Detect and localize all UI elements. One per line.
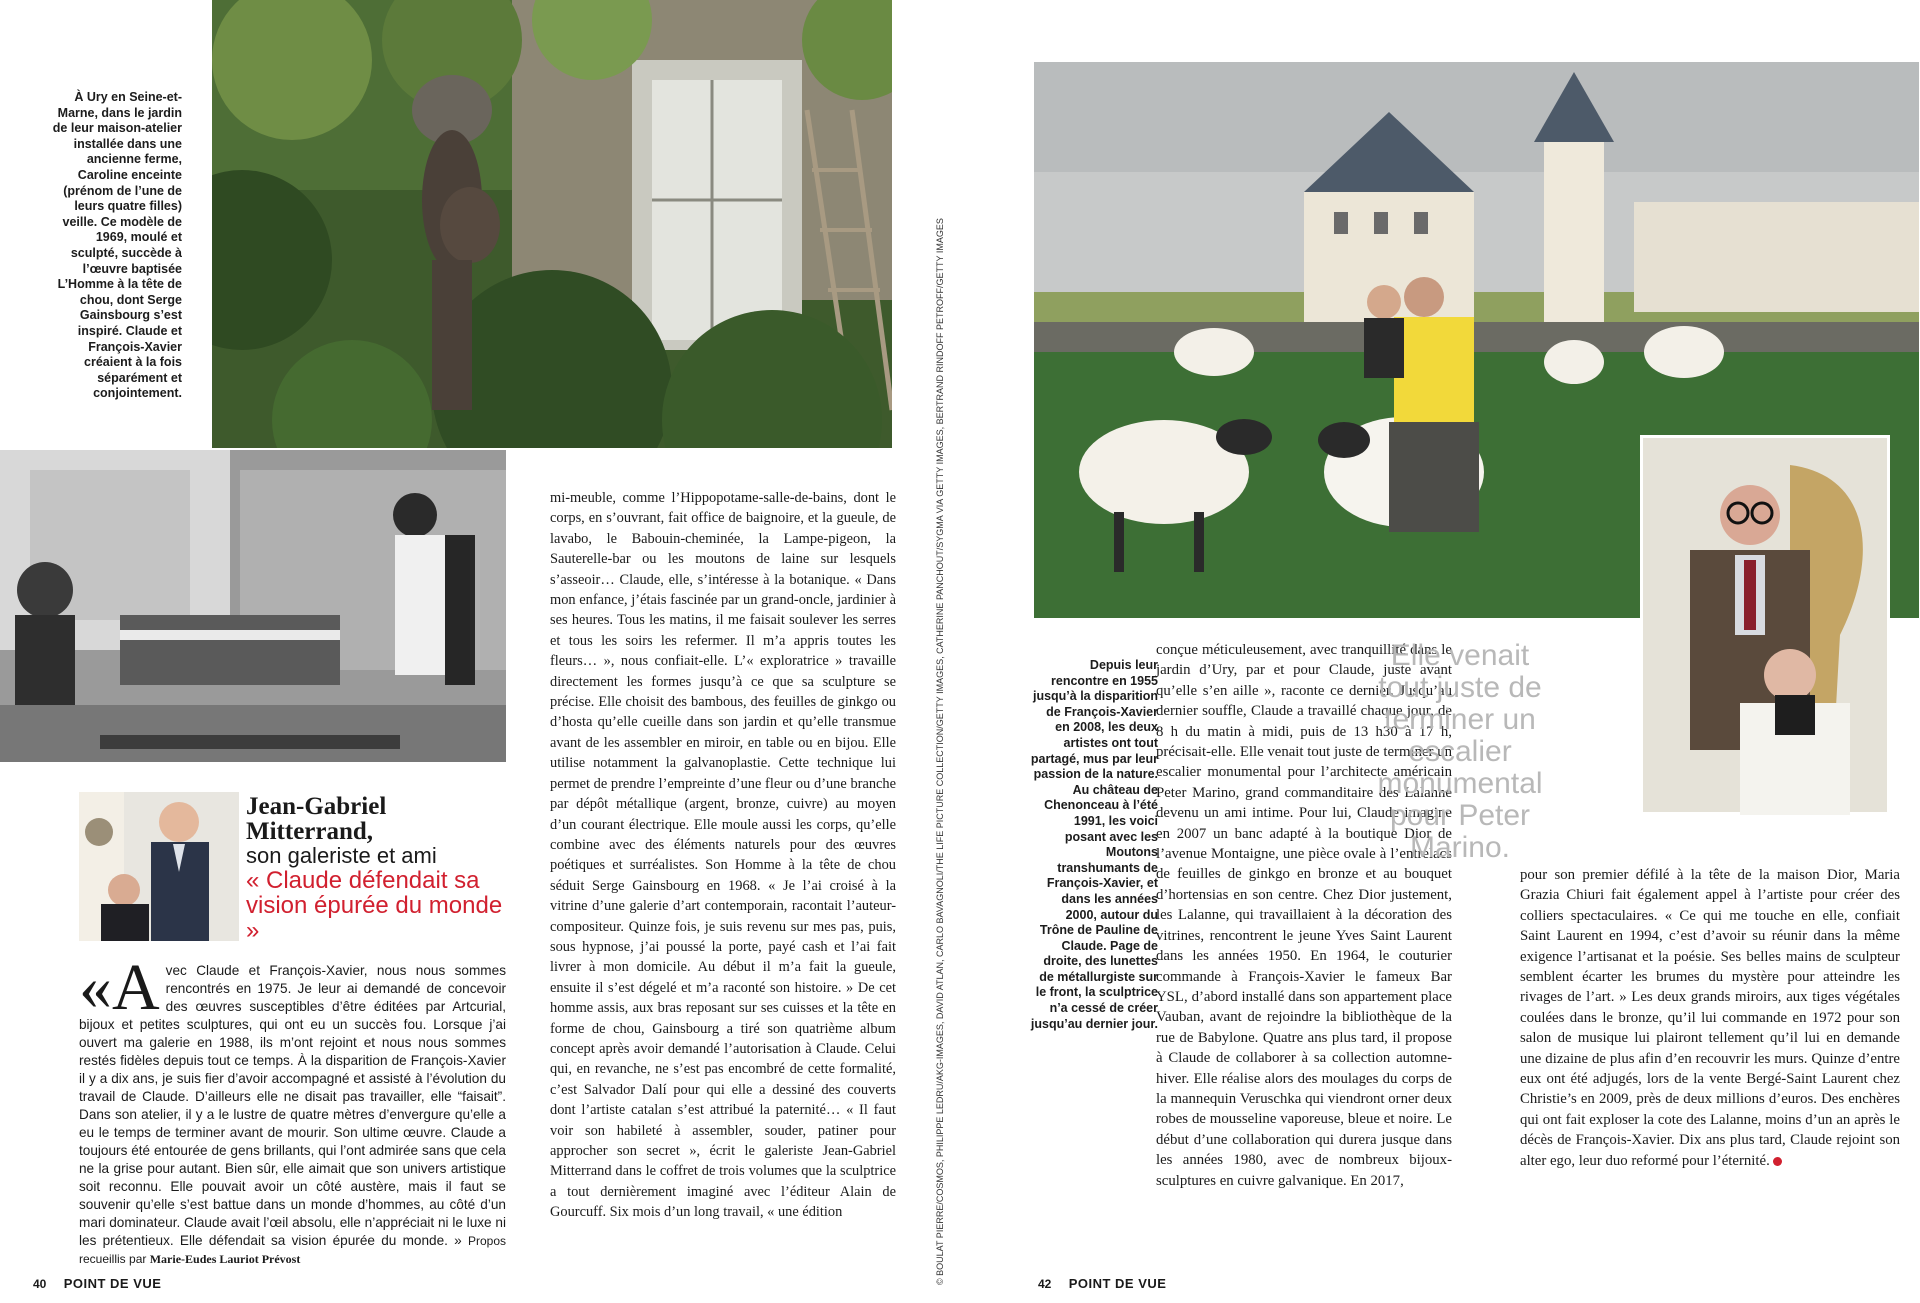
interview-body: [79, 951, 506, 1268]
caption-side-text: Depuis leur rencontre en 1955 jusqu’à la disparition de François-Xavier en 2008, les deux artistes ont tout partagé, mus par leur passion de la nature. Au château de Chenonceau à l’été 1991, les voici posant avec les Moutons transhumants de François-Xavier, et dans les années 2000, autour du Trône de Pauline de Claude. Page de droite, des lunettes de métallurgiste sur le front, la sculptrice n’a cessé de créer jusqu’au dernier jour.: [1030, 658, 1158, 1031]
caption-side: [1030, 658, 1158, 1032]
article-text-right-2: pour son premier défilé à la tête de la maison Dior, Maria Grazia Chiuri fait également appel à l’artiste pour créer des colliers spectaculaires. « Ce qui me touche en elle, confiait Saint Laurent en 1994, c’est d’avoir su réunir dans la même exigence l’artisanat et la poésie. Ses belles mains de sculpteur semblent écarter les brumes du mystère pour atteindre les rivages de l’art. » Les deux grands miroirs, aux tiges végétales coulées dans le bronze, qu’il lui commande en 1972 pour son salon de musique lui plairont tellement qu’il lui en demande une dizaine de plus afin d’en recouvrir les murs. Quinze d’entre eux ont été adjugés, lors de la vente Bergé-Saint Laurent chez Christie’s en 2009, près de deux millions d’euros. Des enchères qui ont fait exploser la cote des Lalanne, moins d’un an après le décès de François-Xavier. Dix ans plus tard, Claude rejoint son alter ego, leur duo reformé pour l’éternité.: [1520, 867, 1900, 1169]
couple-portrait-photo: [1640, 435, 1890, 815]
interview-headline: [246, 794, 506, 943]
photo-credit: © BOULAT PIERRE/COSMOS, PHILIPPE LEDRU/AKG-IMAGES, DAVID ATLAN, CARLO BAVAGNOLI/THE LIFE PICTURE COLLECTION/GETTY IMAGES, CATHERINE PANCHOUT/SYGMA VIA GETTY IMAGES, BERTRAND RINDOFF PETROFF/GETTY IMAGES: [935, 218, 945, 1285]
byline: Propos recueillis par Marie-Eudes Lauriot Prévost: [79, 1234, 506, 1266]
interviewee-role: son galeriste et ami: [246, 843, 437, 868]
mitterrand-portrait-thumbnail: [79, 792, 239, 941]
article-text-right: conçue méticuleusement, avec tranquillité dans le jardin d’Ury, par et pour Claude, juste avant qu’elle s’en aille », raconte ce dernier. Jusqu’au dernier souffle, Claude a travaillé chaque jour, de 8 h du matin à midi, puis de 13 h30 à 17 h, précisait-elle. Elle venait tout juste de terminer un escalier monumental pour l’architecte américain Peter Marino, grand commanditaire des Lalanne devenu un ami intime. Pour lui, Claude imagine en 2007 un banc adapté à la boutique Dior de l’avenue Montaigne, une pièce ovale à l’entrelacs de feuilles de ginkgo en bronze et au bouquet d’hortensias en son centre. Chez Dior justement, les Lalanne, qui travaillaient à la décoration des vitrines, rencontrent le jeune Yves Saint Laurent dans les années 1950. En 1964, le couturier commande à François-Xavier le fameux Bar YSL, d’abord installé dans son appartement place Vauban, avant de rejoindre la bibliothèque de la rue de Babylone. Quatre ans plus tard, il propose à Claude de collaborer à sa collection automne-hiver. Elle réalise alors des moulages du corps de la mannequin Veruschka qui viendront orner deux robes de mousseline vaporeuse, bleue et noire. Le début d’une collaboration qui durera jusque dans les années 1980, avec de nombreux bijoux-sculptures en cuivre galvanique. En 2017,: [1156, 642, 1452, 1189]
right-page: [960, 0, 1920, 1303]
interview-quote-headline: « Claude défendait sa vision épurée du monde »: [246, 867, 503, 944]
article-column-left: [550, 488, 896, 1223]
page-number-right: 42: [1038, 1277, 1052, 1291]
garden-sculpture-photo: [212, 0, 892, 448]
magazine-logo-left: POINT DE VUE: [63, 1276, 162, 1291]
article-text-left: mi-meuble, comme l’Hippopotame-salle-de-bains, dont le corps, en s’ouvrant, fait office de baignoire, et la gueule, de lavabo, le Babouin-cheminée, la Lampe-pigeon, la Sauterelle-bar ou les moutons de laine sur lesquels s’asseoir… Claude, elle, s’intéresse à la botanique. « Dans mon enfance, j’étais fascinée par un grand-oncle, jardinier à ses heures. Tous les matins, il me faisait soulever les serres et tous les soirs les refermer. Il m’a appris toutes les fleurs… », nous confiait-elle. L’« exploratrice » travaille directement les formes jusqu’à ce que sa sculpture se précise. Elle choisit des bambous, des feuilles de ginkgo ou d’hosta qu’elle cueille dans son jardin et qu’elle transmue avant de les assembler en miroir, en table ou en bijou. Elle utilise notamment la galvanoplastie. Cette technique lui permet de prendre l’empreinte d’une fleur ou d’une branche par dépôt métallique (argent, bronze, cuivre) au moyen d’un courant électrique. Elle moule aussi les corps, qu’elle combine avec des éléments naturels pour des œuvres poétiques et surréalistes. Son Homme à la tête de chou séduit Serge Gainsbourg en 1968. « Je l’ai croisé à la vitrine d’une galerie d’art contemporain, racontait l’auteur-compositeur. Quinze fois, je suis revenu sur mes pas, puis, sous hypnose, j’ai poussé la porte, payé cash et l’ai fait livrer à mon domicile. Au début il m’a fait la gueule, ensuite il s’est dégelé et m’a raconté son histoire. » De cet homme assis, aux bras reposant sur ses cuisses et la tête en forme de chou, Gainsbourg a tiré son quatrième album concept après avoir demandé l’autorisation à Claude. Celui qui, en revanche, ne s’est pas encombré de cette formalité, c’est Salvador Dalí pour qui elle a dessiné des couverts dont l’artiste catalan s’est attribué la paternité… « Il faut voir son habileté à assembler, souder, patiner pour approcher son secret », écrit le galeriste Jean-Gabriel Mitterrand dans le coffret de trois volumes que la sculptrice a tout dernièrement imaginé avec l’éditeur Alain de Gourcuff. Six mois d’un long travail, « une édition: [550, 490, 896, 1221]
caption-top: À Ury en Seine-et-Marne, dans le jardin de leur maison-atelier installée dans une ancienne ferme, Caroline enceinte (prénom de l’une de leurs quatre filles) veille. Ce modèle de 1969, moulé et sculpté, succède à l’œuvre baptisée L’Homme à la tête de chou, dont Serge Gainsbourg s’est inspiré. Claude et François-Xavier créaient à la fois séparément et conjointement.: [52, 90, 182, 401]
dropcap: «A: [79, 951, 160, 1024]
studio-bw-photo: [0, 450, 506, 762]
page-number-left: 40: [33, 1277, 47, 1291]
interview-text: vec Claude et François-Xavier, nous nous sommes rencontrés en 1975. Je leur ai demandé de concevoir des œuvres susceptibles d’être éditées par Artcurial, bijoux et petites sculptures, qui ont eu un succès fou. Lorsque j’ai ouvert ma galerie en 1988, ils m’ont rejoint et nous nous sommes restés fidèles depuis tout ce temps. À la disparition de François-Xavier il y a dix ans, je suis fier d’avoir accompagné et assisté à l’évolution du travail de Claude. D’ailleurs elle ne disait pas travailler, elle “faisait”. Dans son atelier, il y a le lustre de quatre mètres d’envergure qu’elle a eu le temps de terminer avant de mourir. Son ultime œuvre. Claude a toujours été entourée de gens brillants, qui l’ont admirée sans que cela ne la grise pour autant. Bien sûr, elle aimait que son univers artistique soit reconnu. Elle pouvait avoir un côté austère, mais il faut se souvenir qu’elle s’est battue dans un monde d’hommes, au côté d’un mari dominateur. Claude avait l’œil absolu, elle n’appréciait ni le luxe ni les prétentieux. Elle défendait sa vision épurée du monde. »: [79, 963, 506, 1248]
pull-quote: Elle venait tout juste de terminer un escalier monumental pour Peter Marino.: [1377, 639, 1543, 864]
magazine-logo-right: POINT DE VUE: [1068, 1276, 1167, 1291]
article-column-right-2: [1520, 865, 1900, 1171]
interviewee-name: Jean-Gabriel Mitterrand,: [246, 793, 387, 845]
end-mark-icon: [1773, 1157, 1782, 1166]
folio-left: [33, 1276, 161, 1291]
folio-right: [1038, 1276, 1166, 1291]
